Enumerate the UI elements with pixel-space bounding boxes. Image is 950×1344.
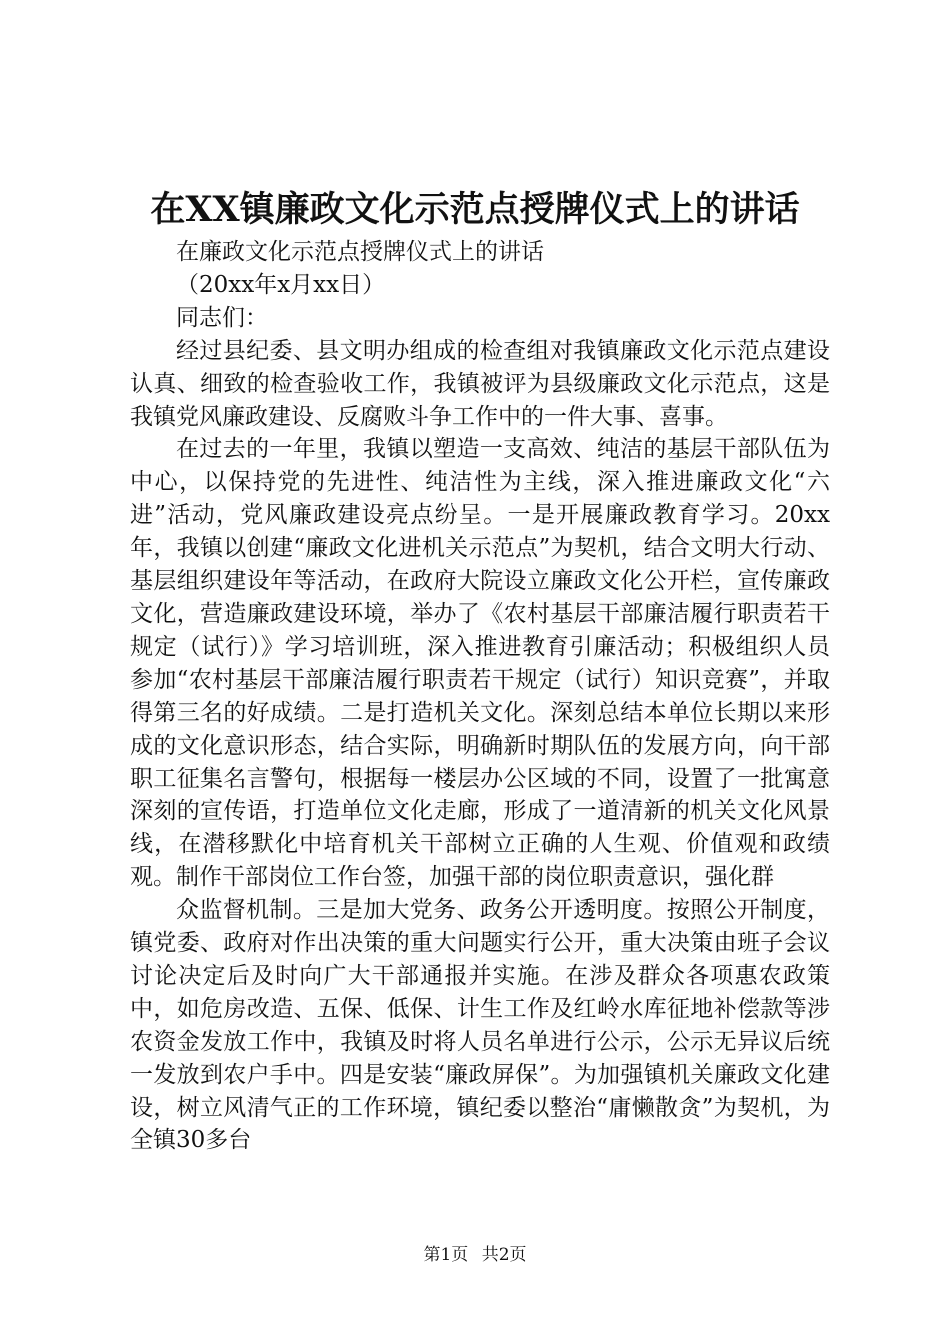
- document-date: （20xx年x月xx日）: [176, 271, 386, 298]
- paragraph: 在过去的一年里，我镇以塑造一支高效、纯洁的基层干部队伍为中心，以保持党的先进性、纯洁性为主线，深入推进廉政文化“六进”活动，党风廉政建设亮点纷呈。一是开展廉政教育学习。20xx年，我镇以创建“廉政文化进机关示范点”为契机，结合文明大行动、基层组织建设年等活动，在政府大院设立廉政文化公开栏，宣传廉政文化，营造廉政建设环境，举办了《农村基层干部廉洁履行职责若干规定（试行）》学习培训班，深入推进教育引廉活动；积极组织人员参加“农村基层干部廉洁履行职责若干规定（试行）知识竞赛”，并取得第三名的好成绩。二是打造机关文化。深刻总结本单位长期以来形成的文化意识形态，结合实际，明确新时期队伍的发展方向，向干部职工征集名言警句，根据每一楼层办公区域的不同，设置了一批寓意深刻的宣传语，打造单位文化走廊，形成了一道清新的机关文化风景线，在潜移默化中培育机关干部树立正确的人生观、价值观和政绩观。制作干部岗位工作台签，加强干部的岗位职责意识，强化群: [130, 436, 830, 891]
- page-total: 共2页: [481, 1245, 527, 1265]
- document-body: [130, 236, 830, 1157]
- paragraph: 经过县纪委、县文明办组成的检查组对我镇廉政文化示范点建设认真、细致的检查验收工作，我镇被评为县级廉政文化示范点，这是我镇党风廉政建设、反腐败斗争工作中的一件大事、喜事。: [130, 337, 830, 430]
- page-number: 第1页: [423, 1245, 469, 1265]
- document-subtitle: 在廉政文化示范点授牌仪式上的讲话: [176, 239, 544, 265]
- paragraph: 众监督机制。三是加大党务、政务公开透明度。按照公开制度，镇党委、政府对作出决策的重大问题实行公开，重大决策由班子会议讨论决定后及时向广大干部通报并实施。在涉及群众各项惠农政策中，如危房改造、五保、低保、计生工作及红岭水库征地补偿款等涉农资金发放工作中，我镇及时将人员名单进行公示，公示无异议后统一发放到农户手中。四是安装“廉政屏保”。为加强镇机关廉政文化建设，树立风清气正的工作环境，镇纪委以整治“庸懒散贪”为契机，为全镇30多台: [130, 897, 830, 1154]
- salutation: 同志们：: [176, 304, 268, 331]
- document-title: 在XX镇廉政文化示范点授牌仪式上的讲话: [150, 189, 800, 230]
- page-footer: [0, 1243, 950, 1267]
